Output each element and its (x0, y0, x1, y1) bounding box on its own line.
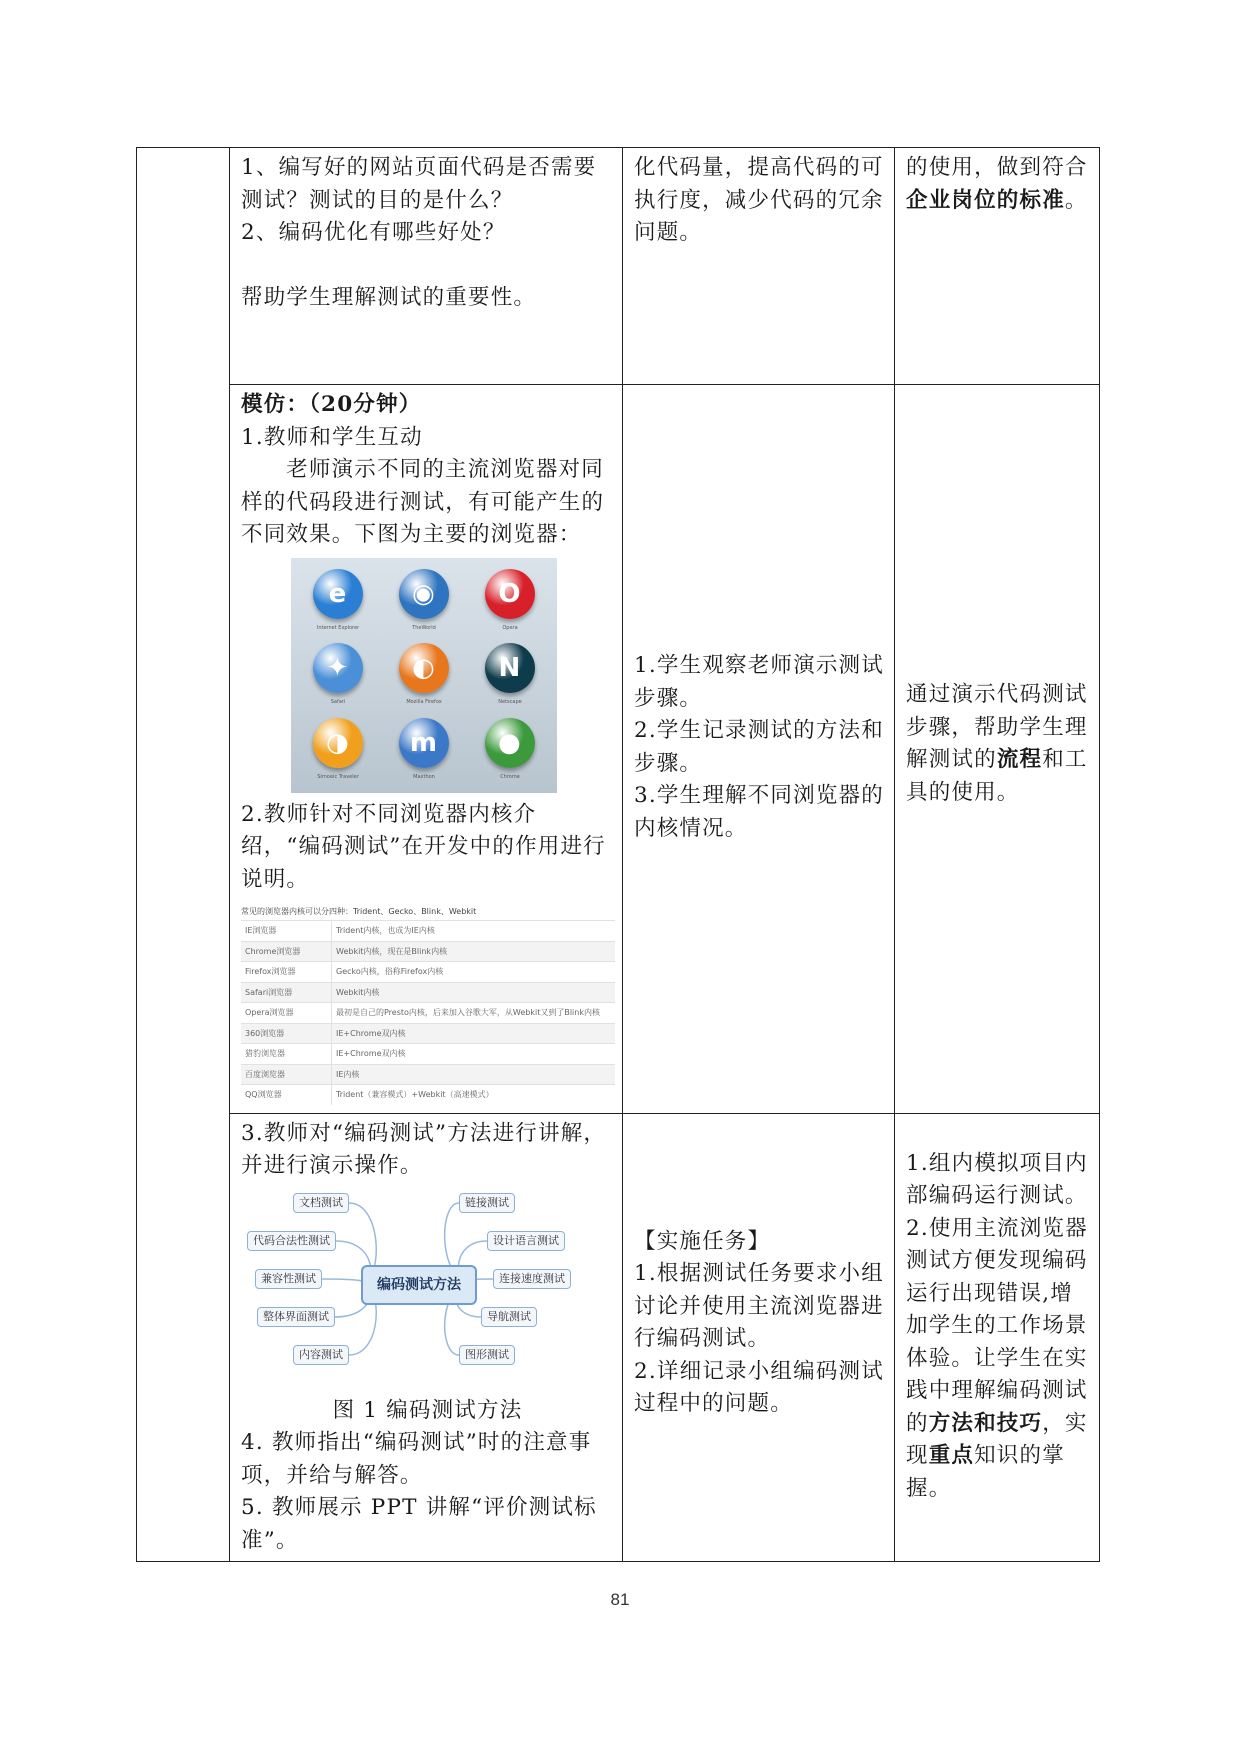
mindmap-node: 连接速度测试 (493, 1269, 571, 1289)
question-2: 2、编码优化有哪些好处？ (241, 220, 506, 245)
step-2: 2.教师针对不同浏览器内核介绍，“编码测试”在开发中的作用进行说明。 (241, 801, 606, 892)
intent-text: 2.使用主流浏览器测试方便发现编码运行出现错误,增加学生的工作场景体验。让学生在实践中理解编码测试的 (906, 1215, 1088, 1436)
intent-point-1: 1.组内模拟项目内部编码运行测试。 (906, 1150, 1088, 1208)
step-5: 5. 教师展示 PPT 讲解“评价测试标准”。 (241, 1495, 597, 1553)
kernel-description: Gecko内核，俗称Firefox内核 (332, 962, 616, 983)
student-step-1: 1.学生观察老师演示测试步骤。 (634, 653, 884, 711)
kernel-description: IE+Chrome双内核 (332, 1044, 616, 1065)
browser-logo-icon: ◉ (399, 569, 449, 619)
kernel-description: Webkit内核，现在是Blink内核 (332, 941, 616, 962)
kernel-browser-name: Chrome浏览器 (241, 941, 332, 962)
kernel-row (241, 1003, 615, 1024)
kernel-row (241, 1044, 615, 1065)
kernel-description: IE+Chrome双内核 (332, 1023, 616, 1044)
browser-label: Netscape (498, 699, 522, 706)
task-item-2: 2.详细记录小组编码测试过程中的问题。 (634, 1358, 884, 1416)
intent-bold-text: 流程 (996, 747, 1043, 772)
mindmap-node: 设计语言测试 (487, 1231, 565, 1251)
browser-icons-image (291, 558, 557, 793)
browser-item (381, 638, 467, 712)
intent-text: 的使用，做到符合 (906, 155, 1088, 180)
mindmap-node: 链接测试 (459, 1193, 515, 1213)
mindmap-node: 图形测试 (459, 1345, 515, 1365)
browser-item (467, 564, 553, 638)
student-activity-cell (623, 1113, 895, 1562)
browser-logo-icon: ◑ (313, 718, 363, 768)
mindmap-node: 兼容性测试 (255, 1269, 322, 1289)
kernel-browser-name: Opera浏览器 (241, 1003, 332, 1024)
browser-label: Chrome (500, 773, 520, 780)
task-title: 【实施任务】 (634, 1228, 771, 1254)
intent-text-end: 知识的掌握。 (906, 1443, 1065, 1501)
browser-logo-icon: e (313, 569, 363, 619)
browser-item (467, 712, 553, 786)
browser-logo-icon: ✦ (313, 643, 363, 693)
mindmap-node: 内容测试 (293, 1345, 349, 1365)
kernel-row (241, 941, 615, 962)
browser-logo-icon: ◐ (399, 643, 449, 693)
page-number: 81 (610, 1590, 630, 1609)
step-4: 4. 教师指出“编码测试”时的注意事项，并给与解答。 (241, 1430, 592, 1488)
purpose-text: 帮助学生理解测试的重要性。 (241, 284, 537, 310)
browser-logo-icon: N (485, 643, 535, 693)
browser-label: Sirnoeic Traveler (317, 773, 359, 780)
table-row (137, 385, 1100, 1114)
blank-cell (137, 148, 230, 1562)
browser-label: Internet Explorer (316, 625, 360, 632)
browser-item (295, 638, 381, 712)
table-row (137, 148, 1100, 385)
mindmap-node: 文档测试 (293, 1193, 349, 1213)
mindmap-node: 代码合法性测试 (247, 1231, 336, 1251)
student-activity-cell (623, 148, 895, 385)
student-text: 化代码量，提高代码的可执行度，减少代码的冗余问题。 (634, 155, 884, 245)
browser-item (381, 712, 467, 786)
kernel-browser-name: 360浏览器 (241, 1023, 332, 1044)
browser-item (467, 638, 553, 712)
student-step-2: 2.学生记录测试的方法和步骤。 (634, 718, 884, 776)
kernel-browser-name: IE浏览器 (241, 921, 332, 942)
browser-logo-icon: ● (485, 718, 535, 768)
browser-item (381, 564, 467, 638)
browser-label: Mozilla Firefox (406, 699, 442, 706)
intent-text-mid: ，实现 (906, 1410, 1088, 1468)
kernel-browser-name: Firefox浏览器 (241, 962, 332, 983)
kernel-row (241, 1023, 615, 1044)
question-1: 1、编写好的网站页面代码是否需要测试？测试的目的是什么？ (241, 155, 597, 213)
browser-label: Maxthon (413, 773, 435, 780)
intent-text-end: 和工具的使用。 (906, 747, 1088, 805)
teacher-activity-cell (230, 148, 623, 385)
design-intent-cell (895, 148, 1100, 385)
intent-bold-text: 企业岗位的标准 (906, 187, 1065, 213)
student-activity-cell (623, 385, 895, 1114)
teacher-activity-cell (230, 385, 623, 1114)
task-item-1: 1.根据测试任务要求小组讨论并使用主流浏览器进行编码测试。 (634, 1261, 884, 1351)
browser-label: Safari (330, 699, 346, 706)
browser-label: Opera (502, 625, 518, 632)
section-heading: 模仿：（20分钟） (241, 392, 422, 417)
demo-description: 老师演示不同的主流浏览器对同样的代码段进行测试，有可能产生的不同效果。下图为主要的浏览器： (241, 457, 605, 547)
intent-bold-method: 方法和技巧 (928, 1410, 1043, 1436)
mindmap-connector (322, 1279, 365, 1283)
kernel-row (241, 962, 615, 983)
browser-item (295, 712, 381, 786)
kernel-browser-name: QQ浏览器 (241, 1085, 332, 1105)
kernel-table (241, 920, 615, 1105)
browser-logo-icon: m (399, 718, 449, 768)
figure-caption: 图 1 编码测试方法 (332, 1397, 523, 1423)
browser-item (295, 564, 381, 638)
teacher-activity-cell (230, 1113, 623, 1562)
student-step-3: 3.学生理解不同浏览器的内核情况。 (634, 783, 884, 841)
kernel-row (241, 1085, 615, 1105)
mindmap-node: 导航测试 (481, 1307, 537, 1327)
kernel-description: Trident内核，也成为IE内核 (332, 921, 616, 942)
kernel-browser-name: 百度浏览器 (241, 1064, 332, 1085)
table-row (137, 1113, 1100, 1562)
kernel-description: Webkit内核 (332, 982, 616, 1003)
step-3: 3.教师对“编码测试”方法进行讲解，并进行演示操作。 (241, 1120, 607, 1178)
kernel-row (241, 1064, 615, 1085)
mindmap-node: 整体界面测试 (257, 1307, 335, 1327)
kernel-browser-name: 猎豹浏览器 (241, 1044, 332, 1065)
step-1: 1.教师和学生互动 (241, 424, 423, 450)
intent-bold-key: 重点 (928, 1443, 975, 1468)
kernel-description: IE内核 (332, 1064, 616, 1085)
kernel-caption: 常见的浏览器内核可以分四种：Trident、Gecko、Blink、Webkit (241, 907, 477, 916)
kernel-description: Trident（兼容模式）+Webkit（高速模式） (332, 1085, 616, 1105)
kernel-browser-name: Safari浏览器 (241, 982, 332, 1003)
intent-text: 通过演示代码测试步骤，帮助学生理解测试的 (906, 682, 1088, 772)
browser-logo-icon: O (485, 569, 535, 619)
kernel-row (241, 921, 615, 942)
mindmap-diagram (241, 1187, 601, 1395)
design-intent-cell (895, 1113, 1100, 1562)
kernel-description: 最初是自己的Presto内核，后来加入谷歌大军，从Webkit又到了Blink内核 (332, 1003, 616, 1024)
mindmap-center-node: 编码测试方法 (361, 1265, 477, 1305)
lesson-table (136, 147, 1100, 1562)
intent-text-end: 。 (1064, 187, 1088, 213)
browser-label: TheWorld (412, 625, 436, 632)
design-intent-cell (895, 385, 1100, 1114)
kernel-row (241, 982, 615, 1003)
kernel-table-image (241, 906, 612, 1105)
